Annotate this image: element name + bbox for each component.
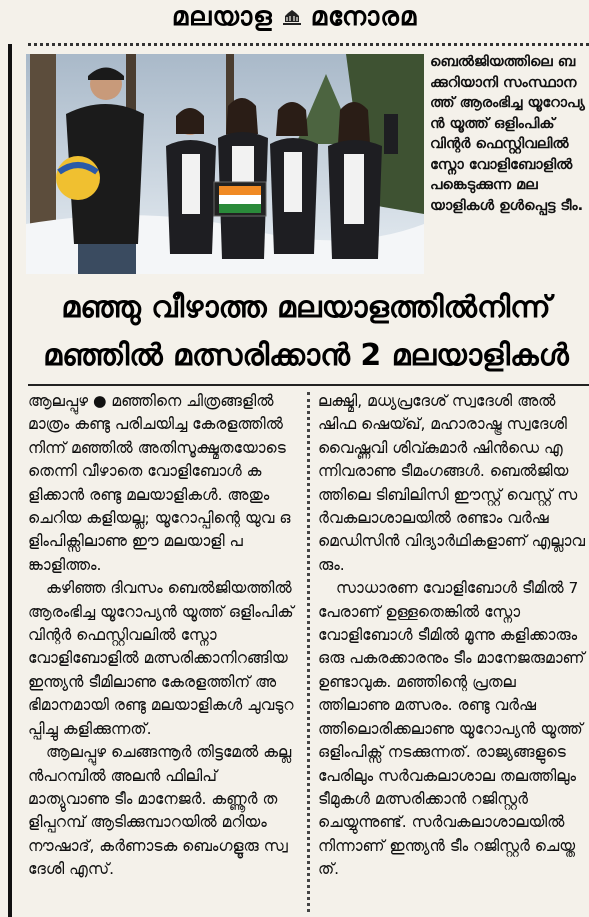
article-column-left [28,390,298,882]
article-paragraph: ആലപ്പുഴ ചെങ്ങന്നൂർ തിട്ടമേൽ കല്ലൻപറമ്പിൽ അലൻ ഫിലിപ് മാത്യുവാണു ടീം മാനേജർ. കണ്ണൂർ തളിപ്പറമ്പ് ആടിക്കുമ്പാറയിൽ മറിയം നൗഷാദ്, കർണാടക ബെംഗളൂരു സ്വദേശി എസ്. [28,743,292,879]
masthead [0,0,589,34]
masthead-word-1: മലയാള [171,1,273,32]
manorama-emblem-icon [281,7,303,27]
article-paragraph: കഴിഞ്ഞ ദിവസം ബെൽജിയത്തിൽ ആരംഭിച്ച യൂറോപ്യൻ യൂത്ത് ഒളിംപിക് വിന്റർ ഫെസ്റ്റിവലിൽ സ്നോ വോളിബോളിൽ മത്സരിക്കാനിറങ്ങിയ ഇന്ത്യൻ ടീമിലാണു കേരളത്തിന് അഭിമാനമായി രണ്ടു മലയാളികൾ ചുവടുറപ്പിച്ചു കളിക്കുന്നത്. [28,579,294,738]
article-paragraph: ആലപ്പുഴ ● മഞ്ഞിനെ ചിത്രങ്ങളിൽ മാത്രം കണ്ടു പരിചയിച്ച കേരളത്തിൽനിന്ന് മഞ്ഞിൽ അതിസൂക്ഷ്മതയോടെ തെന്നി വീഴാതെ വോളിബോൾ കളിക്കാൻ രണ്ടു മലയാളികൾ. അതും ചെറിയ കളിയല്ല; യൂറോപ്പിന്റെ യുവ ഒളിംപിക്സിലാണു ഈ മലയാളി പങ്കാളിത്തം. [28,392,291,574]
article-top-rule [28,384,589,386]
headline-line-1: മഞ്ഞു വീഴാത്ത മലയാളത്തിൽനിന്ന് [61,290,551,325]
photo-caption: ബെൽജിയത്തിലെ ബക്കുറിയാനി സംസ്ഥാനത്ത് ആരംഭിച്ച യൂറോപ്യൻ യൂത്ത് ഒളിംപിക് വിന്റർ ഫെസ്റ്റിവലിൽ സ്നോ വോളിബോളിൽ പങ്കെടുക്കുന്ന മലയാളികൾ ഉൾപ്പെട്ട ടീം. [430,54,585,214]
column-divider [307,392,310,912]
article-paragraph: ലക്ഷ്മി, മധ്യപ്രദേശ് സ്വദേശി അൽഷിഫ ഷെയ്ഖ്, മഹാരാഷ്ട്ര സ്വദേശി വൈഷ്ണവി ശിവ്കുമാർ ഷിൻഡെ എന്നിവരാണു ടീമംഗങ്ങൾ. ബെൽജിയത്തിലെ ടിബിലിസി ഈസ്റ്റ് വെസ്റ്റ് സർവകലാശാലയിൽ രണ്ടാം വർഷ മെഡിസിൻ വിദ്യാർഥികളാണ് എല്ലാവരും. [318,392,586,574]
team-photo [26,54,424,274]
team-photo-icon [26,54,424,274]
article-column-right [318,390,587,882]
headline [26,284,586,380]
top-dotted-rule [28,43,589,46]
headline-line-2: മഞ്ഞിൽ മത്സരിക്കാൻ 2 മലയാളികൾ [43,338,569,373]
left-column-rule [8,44,12,917]
article-paragraph: സാധാരണ വോളിബോൾ ടീമിൽ 7 പേരാണ് ഉള്ളതെങ്കിൽ സ്നോ വോളിബോൾ ടീമിൽ മൂന്നു കളിക്കാരും ഒരു പകരക്കാരനും ടീം മാനേജരുമാണ് ഉണ്ടാവുക. മഞ്ഞിന്റെ പ്രതലത്തിലാണു മത്സരം. രണ്ടു വർഷത്തിലൊരിക്കലാണു യൂറോപ്യൻ യൂത്ത് ഒളിംപിക്സ് നടക്കുന്നത്. രാജ്യങ്ങളുടെ പേരിലും സർവകലാശാല തലത്തിലും ടീമുകൾ മത്സരിക്കാൻ റജിസ്റ്റർ ചെയ്യുന്നുണ്ട്. സർവകലാശാലയിൽ നിന്നാണ് ഇന്ത്യൻ ടീം റജിസ്റ്റർ ചെയ്തത്. [318,579,585,879]
masthead-word-2: മനോരമ [310,1,418,32]
